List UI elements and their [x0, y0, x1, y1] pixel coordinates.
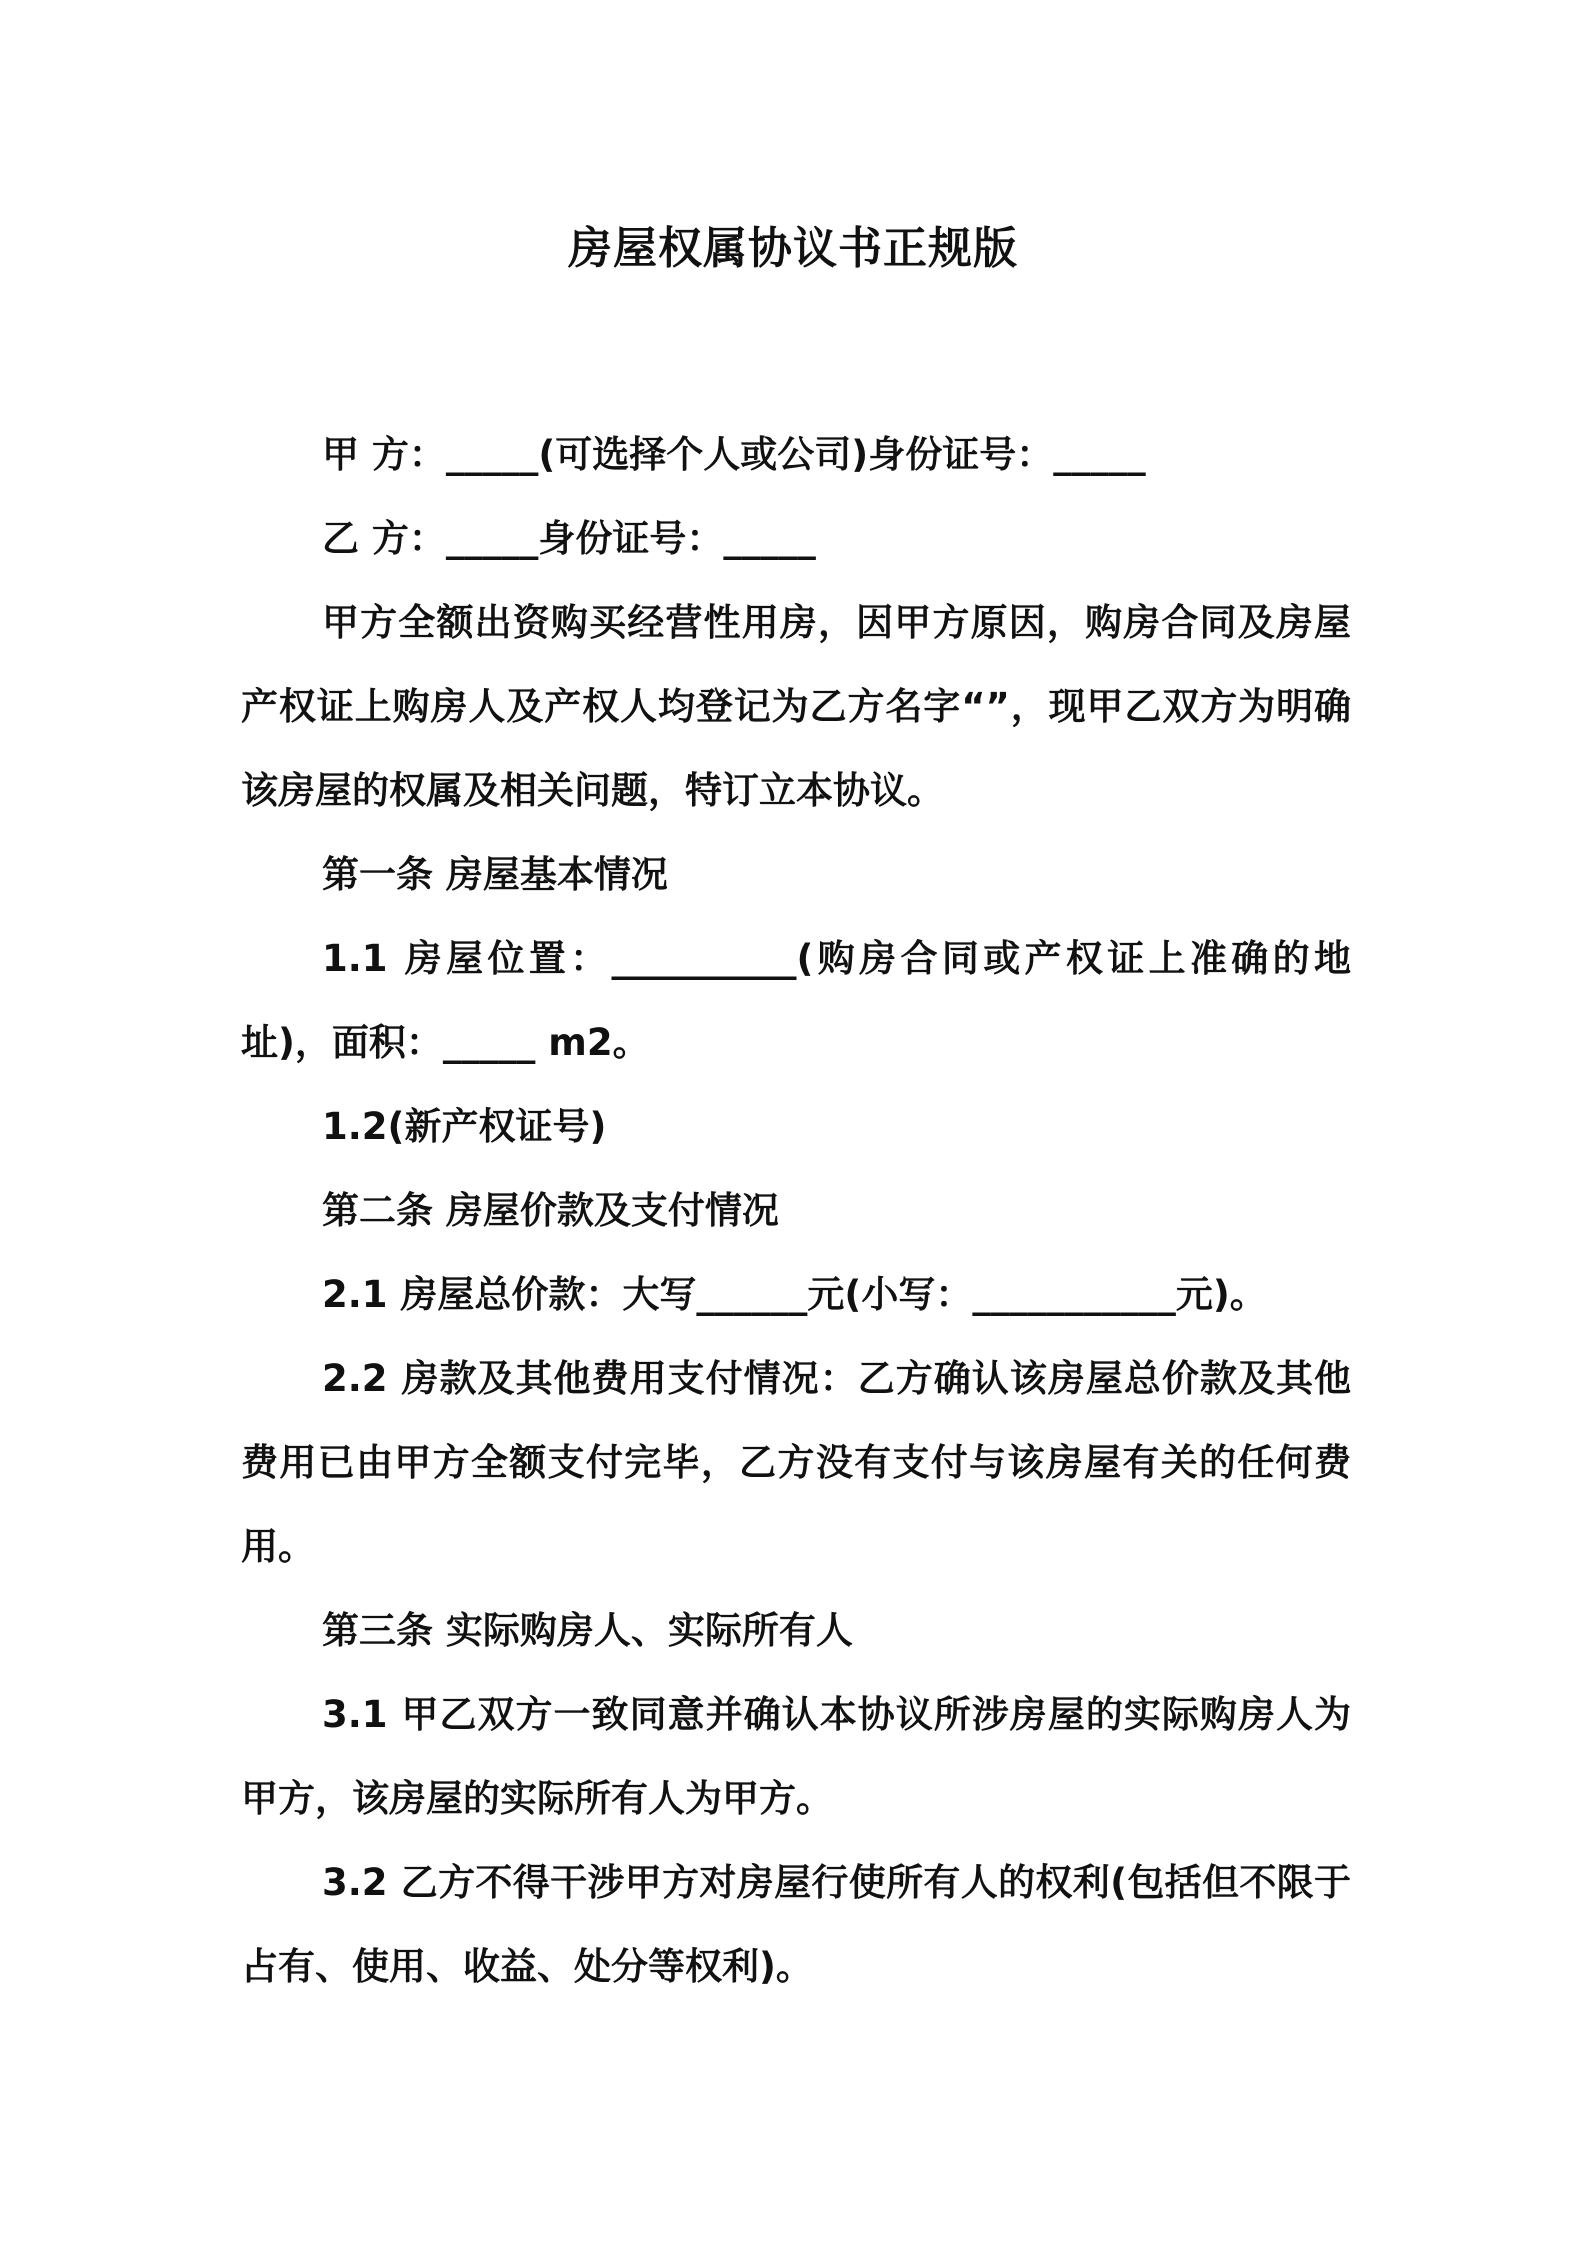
- party-a-line: 甲 方：_____(可选择个人或公司)身份证号：_____: [322, 433, 1146, 476]
- clause-3-2: 3.2 乙方不得干涉甲方对房屋行使所有人的权利(包括但不限于占有、使用、收益、处分等权利)。: [241, 1861, 1351, 1988]
- party-b-line: 乙 方：_____身份证号：_____: [322, 517, 816, 560]
- article-2-heading: 第二条 房屋价款及支付情况: [322, 1189, 779, 1232]
- clause-2-1: 2.1 房屋总价款：大写______元(小写：___________元)。: [322, 1273, 1267, 1316]
- clause-1-2: 1.2(新产权证号): [322, 1105, 607, 1148]
- document-body: [241, 413, 1351, 2009]
- document-title: 房屋权属协议书正规版: [568, 223, 1018, 274]
- article-1-heading: 第一条 房屋基本情况: [322, 853, 668, 896]
- article-3-heading: 第三条 实际购房人、实际所有人: [322, 1609, 853, 1652]
- clause-1-1: 1.1 房屋位置：__________(购房合同或产权证上准确的地址)，面积：_____ m2。: [241, 937, 1351, 1064]
- preamble-paragraph: 甲方全额出资购买经营性用房，因甲方原因，购房合同及房屋产权证上购房人及产权人均登记为乙方名字“”，现甲乙双方为明确该房屋的权属及相关问题，特订立本协议。: [241, 601, 1351, 812]
- clause-3-1: 3.1 甲乙双方一致同意并确认本协议所涉房屋的实际购房人为甲方，该房屋的实际所有人为甲方。: [241, 1693, 1351, 1820]
- clause-2-2: 2.2 房款及其他费用支付情况：乙方确认该房屋总价款及其他费用已由甲方全额支付完毕，乙方没有支付与该房屋有关的任何费用。: [241, 1357, 1351, 1568]
